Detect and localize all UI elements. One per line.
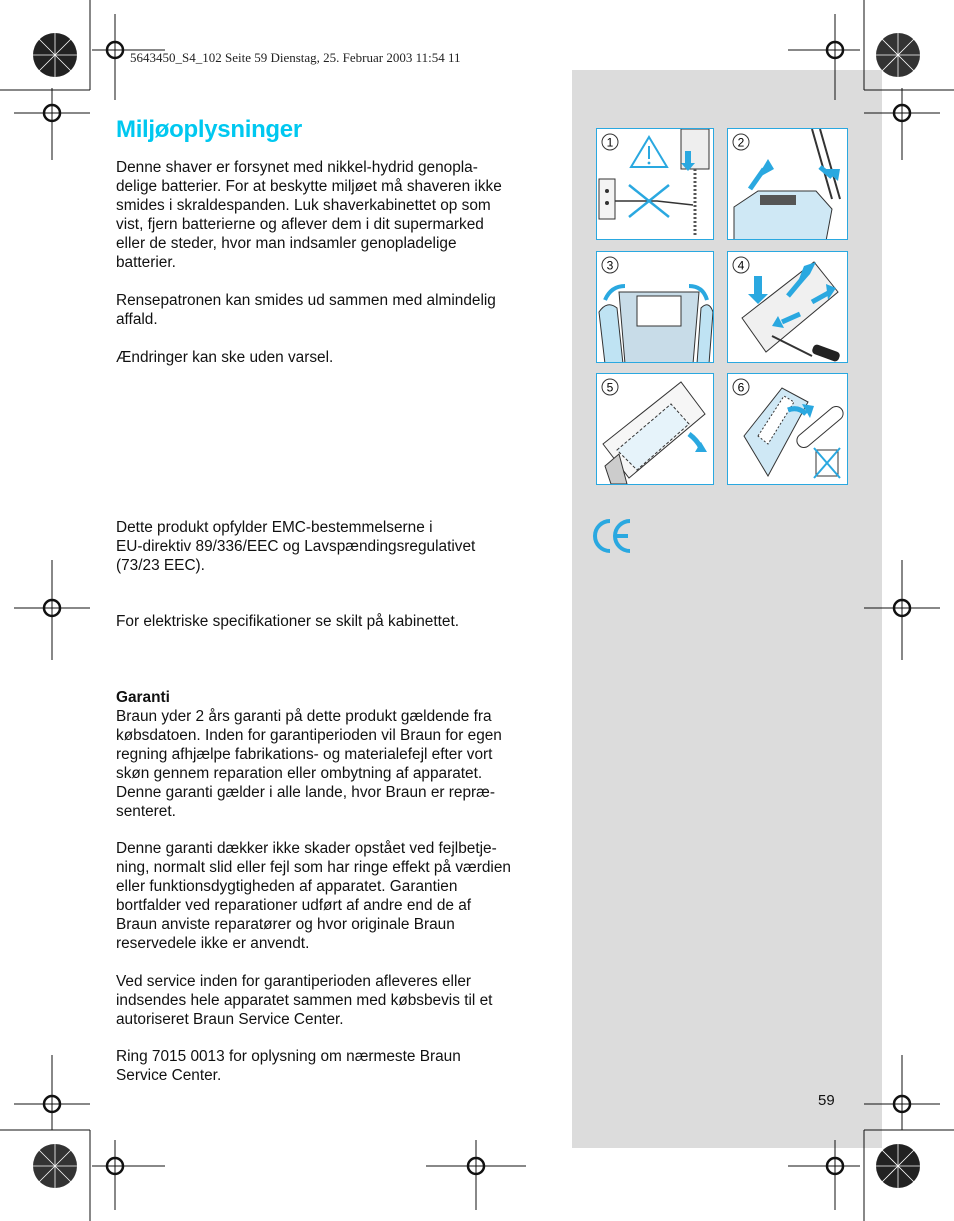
paragraph-electrical-specs: For elektriske specifikationer se skilt på kabinettet. — [116, 613, 460, 630]
page-number: 59 — [818, 1092, 835, 1109]
print-slug-header: 5643450_S4_102 Seite 59 Dienstag, 25. Februar 2003 11:54 11 — [130, 50, 461, 65]
figure-1-unplug-warning — [596, 128, 714, 240]
paragraph-phone: Ring 7015 0013 for oplysning om nærmeste Braun Service Center. — [116, 1048, 461, 1084]
paragraph-cleaning-cartridge: Rensepatronen kan smides ud sammen med almindelig affald. — [116, 292, 496, 328]
ce-mark-logo — [590, 516, 634, 556]
figure-5-pull-out-board — [596, 373, 714, 485]
figure-6-remove-batteries — [727, 373, 848, 485]
figure-number: 3 — [606, 258, 614, 273]
paragraph-service: Ved service inden for garantiperioden afleveres eller indsendes hele apparatet sammen med købsbevis til et autoriseret Braun Service Center. — [116, 973, 493, 1028]
paragraph-warranty-exclusions: Denne garanti dækker ikke skader opstået ved fejlbetje- ning, normalt slid eller fejl som har ringe effekt på værdien eller funktionsdygtigheden af apparatet. Garantien bortfalder ved reparationer udført af andre end de af Braun anviste reparatører og hvor originale Braun reservedele ikke er anvendt. — [116, 840, 511, 952]
garanti-heading: Garanti — [116, 689, 170, 706]
figure-number: 2 — [737, 135, 745, 150]
figure-2-open-cover — [727, 128, 848, 240]
paragraph-emc: Dette produkt opfylder EMC-bestemmelserne i EU-direktiv 89/336/EEC og Lavspændingsregulativet (73/23 EEC). — [116, 519, 476, 574]
paragraph-changes: Ændringer kan ske uden varsel. — [116, 349, 334, 366]
figure-number: 6 — [737, 380, 745, 395]
paragraph-batteries: Denne shaver er forsynet med nikkel-hydrid genopla- delige batterier. For at beskytte miljøet må shaveren ikke smides i skraldespanden. Luk shaverkabinettet op som vist, fjern batterierne og aflever dem i dit supermarked eller de steder, hvor man indsamler genopladelige batterier. — [116, 159, 502, 271]
figure-number: 1 — [606, 135, 614, 150]
figure-3-remove-side-panels — [596, 251, 714, 363]
paragraph-warranty: Braun yder 2 års garanti på dette produkt gældende fra købsdatoen. Inden for garantiperioden vil Braun for egen regning afhjælpe fabrikations- og materialefejl efter vort skøn gennem reparation eller ombytning af apparatet. Denne garanti gælder i alle lande, hvor Braun er repræ- senteret. — [116, 708, 502, 820]
figure-number: 4 — [737, 258, 745, 273]
page-title: Miljøoplysninger — [116, 116, 302, 143]
figure-4-unscrew-housing — [727, 251, 848, 363]
figure-number: 5 — [606, 380, 614, 395]
